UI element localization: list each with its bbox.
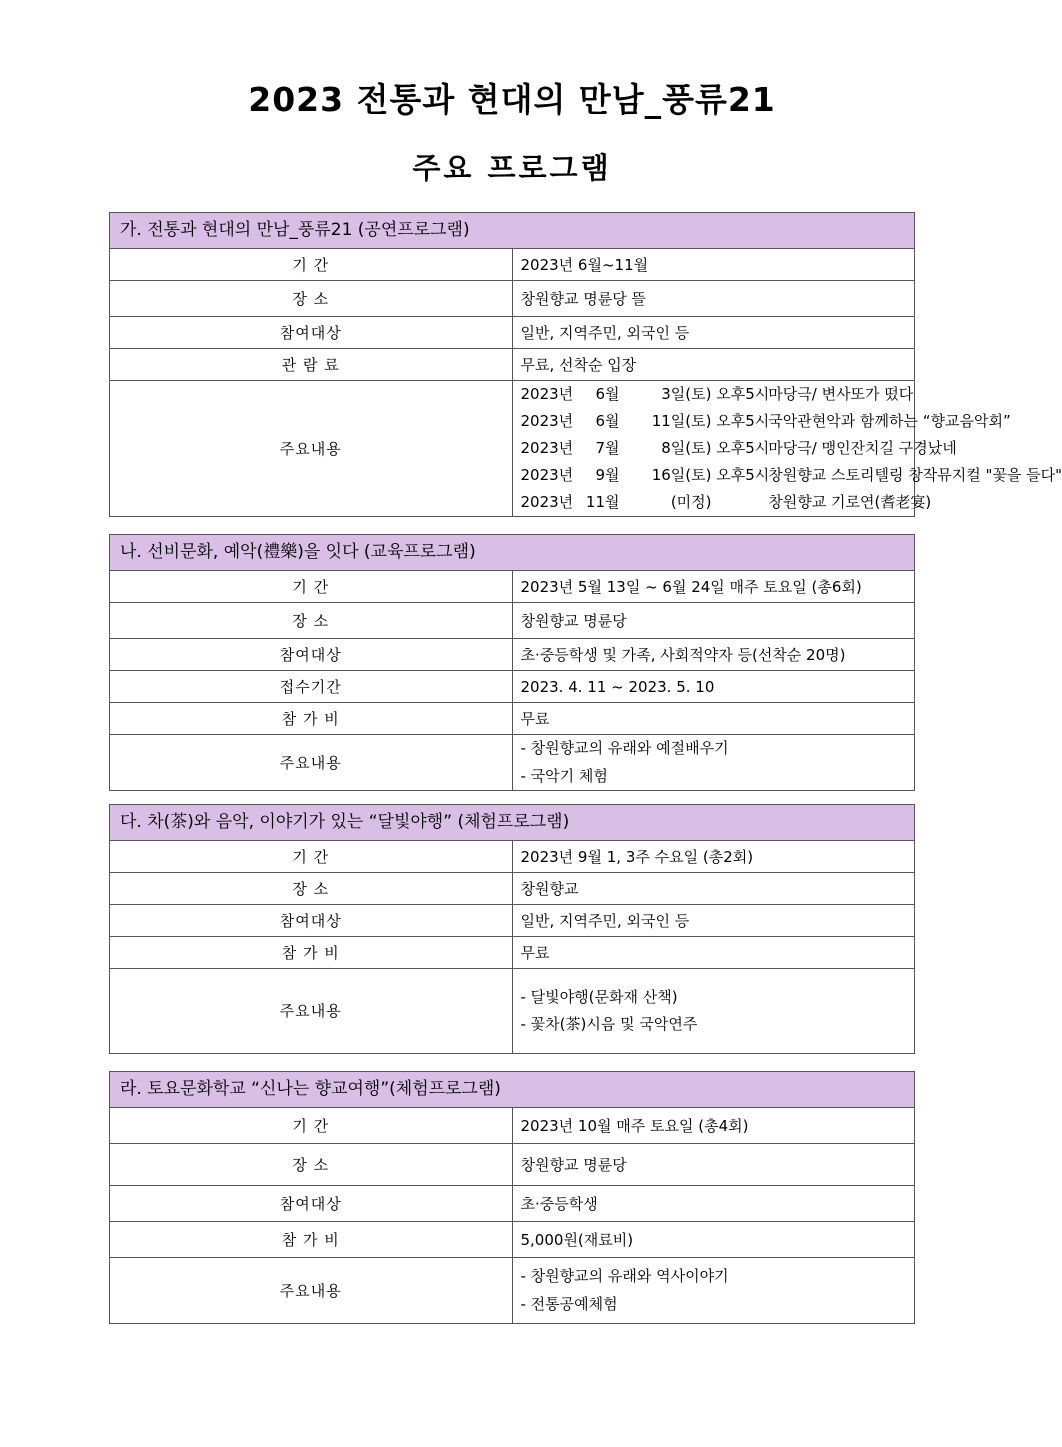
row-value-place: 창원향교 명륜당 — [512, 1144, 915, 1186]
content-item: - 창원향교의 유래와 예절배우기 — [520, 739, 729, 757]
row-label-period: 기 간 — [110, 571, 513, 603]
event-item — [520, 462, 1062, 489]
row-label-target: 참여대상 — [110, 1186, 513, 1222]
event-month: 7월 — [595, 439, 620, 457]
event-desc: 창원향교 기로연(耆老宴) — [768, 493, 932, 511]
program-table — [109, 804, 915, 1054]
row-label-period: 기 간 — [110, 249, 513, 281]
row-label-place: 장 소 — [110, 873, 513, 905]
row-value-target: 일반, 지역주민, 외국인 등 — [512, 317, 915, 349]
event-year: 2023년 — [520, 385, 574, 403]
event-time: 오후5시 — [716, 466, 770, 484]
event-time: 오후5시 — [716, 412, 770, 430]
row-label-target: 참여대상 — [110, 905, 513, 937]
event-desc: 마당극/ 맹인잔치길 구경났네 — [768, 439, 957, 457]
row-label-fee: 참 가 비 — [110, 1222, 513, 1258]
event-item — [520, 489, 932, 516]
event-year: 2023년 — [520, 466, 574, 484]
event-month: 6월 — [595, 412, 620, 430]
row-label-target: 참여대상 — [110, 639, 513, 671]
event-item — [520, 381, 914, 408]
row-value-place: 창원향교 명륜당 — [512, 603, 915, 639]
row-value-fee: 5,000원(재료비) — [512, 1222, 915, 1258]
event-year: 2023년 — [520, 493, 574, 511]
event-month: 6월 — [595, 385, 620, 403]
section-header: 라. 토요문화학교 “신나는 향교여행”(체험프로그램) — [110, 1072, 915, 1108]
row-value-application-period: 2023. 4. 11 ~ 2023. 5. 10 — [512, 671, 915, 703]
event-desc: 마당극/ 변사또가 떴다 — [768, 385, 914, 403]
row-label-contents: 주요내용 — [110, 969, 513, 1054]
content-item: - 창원향교의 유래와 역사이야기 — [520, 1267, 729, 1285]
row-label-place: 장 소 — [110, 1144, 513, 1186]
event-year: 2023년 — [520, 439, 574, 457]
row-label-contents: 주요내용 — [110, 1258, 513, 1324]
event-item — [520, 408, 1011, 435]
content-list — [512, 735, 915, 791]
event-item — [520, 435, 957, 462]
program-table — [109, 534, 915, 791]
event-list — [512, 381, 1062, 517]
event-time: 오후5시 — [716, 385, 770, 403]
row-value-target: 초·중등학생 — [512, 1186, 915, 1222]
row-label-target: 참여대상 — [110, 317, 513, 349]
section-header: 나. 선비문화, 예악(禮樂)을 잇다 (교육프로그램) — [110, 535, 915, 571]
row-value-target: 일반, 지역주민, 외국인 등 — [512, 905, 915, 937]
section-experience-program-saturday — [109, 1071, 915, 1324]
row-label-period: 기 간 — [110, 841, 513, 873]
event-year: 2023년 — [520, 412, 574, 430]
row-label-place: 장 소 — [110, 603, 513, 639]
content-item: - 국악기 체험 — [520, 766, 608, 785]
row-value-target: 초·중등학생 및 가족, 사회적약자 등(선착순 20명) — [512, 639, 915, 671]
row-value-period: 2023년 5월 13일 ~ 6월 24일 매주 토요일 (총6회) — [512, 571, 915, 603]
row-label-period: 기 간 — [110, 1108, 513, 1144]
row-label-contents: 주요내용 — [110, 735, 513, 791]
content-item: - 꽃차(茶)시음 및 국악연주 — [520, 1015, 698, 1033]
event-time: 오후5시 — [716, 439, 770, 457]
event-day: (미정) — [670, 493, 712, 511]
row-value-fee: 무료, 선착순 입장 — [512, 349, 915, 381]
content-item: - 달빛야행(문화재 산책) — [520, 987, 678, 1006]
section-header: 가. 전통과 현대의 만남_풍류21 (공연프로그램) — [110, 213, 915, 249]
row-label-fee: 참 가 비 — [110, 937, 513, 969]
event-day: 11일(토) — [651, 412, 712, 430]
row-value-period: 2023년 9월 1, 3주 수요일 (총2회) — [512, 841, 915, 873]
row-value-place: 창원향교 명륜당 뜰 — [512, 281, 915, 317]
section-header: 다. 차(茶)와 음악, 이야기가 있는 “달빛야행” (체험프로그램) — [110, 805, 915, 841]
page-subtitle: 주요 프로그램 — [412, 151, 612, 185]
row-label-fee: 참 가 비 — [110, 703, 513, 735]
event-month: 11월 — [585, 493, 620, 511]
event-month: 9월 — [595, 466, 620, 484]
row-value-fee: 무료 — [512, 703, 915, 735]
content-list — [512, 969, 915, 1054]
section-education-program — [109, 534, 915, 791]
section-performance-program — [109, 212, 1062, 517]
content-item: - 전통공예체험 — [520, 1294, 618, 1313]
content-list — [512, 1258, 915, 1324]
row-label-fee: 관 람 료 — [110, 349, 513, 381]
row-value-fee: 무료 — [512, 937, 915, 969]
row-label-application-period: 접수기간 — [110, 671, 513, 703]
row-label-contents: 주요내용 — [110, 381, 513, 517]
program-table — [109, 212, 1062, 517]
page-title: 2023 전통과 현대의 만남_풍류21 — [248, 80, 776, 119]
event-desc: 창원향교 스토리텔링 창작뮤지컬 "꽃을 들다" — [768, 466, 1062, 484]
event-day: 8일(토) — [661, 439, 712, 457]
event-desc: 국악관현악과 함께하는 “향교음악회” — [768, 412, 1011, 430]
program-table — [109, 1071, 915, 1324]
row-value-period: 2023년 6월~11월 — [512, 249, 915, 281]
row-value-place: 창원향교 — [512, 873, 915, 905]
row-value-period: 2023년 10월 매주 토요일 (총4회) — [512, 1108, 915, 1144]
event-day: 3일(토) — [661, 385, 712, 403]
row-label-place: 장 소 — [110, 281, 513, 317]
section-experience-program-moonlight — [109, 804, 915, 1054]
event-day: 16일(토) — [651, 466, 712, 484]
